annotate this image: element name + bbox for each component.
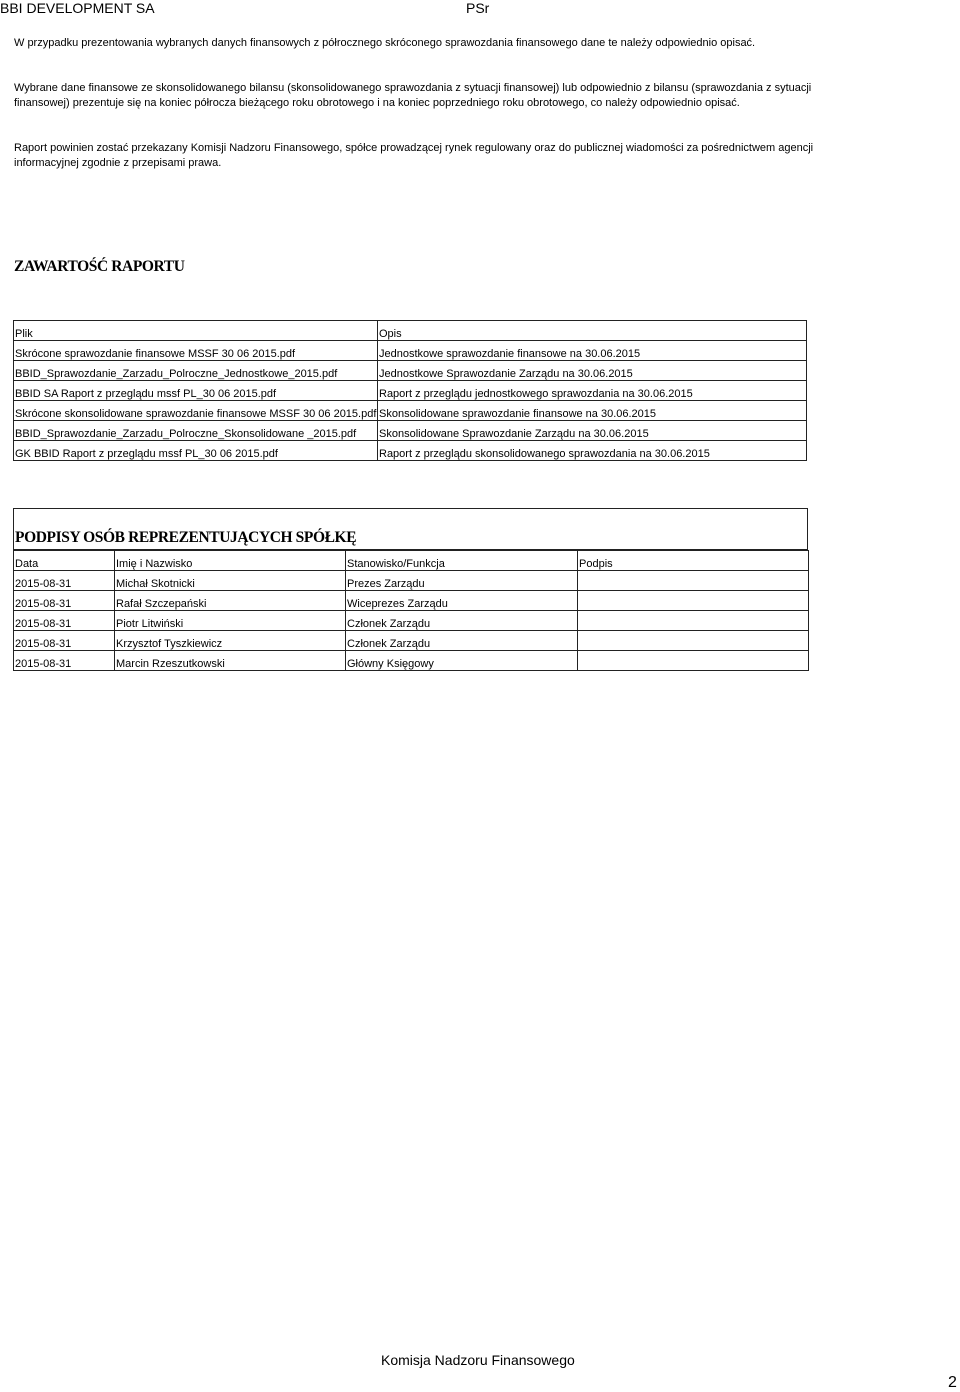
signature-date: 2015-08-31 <box>14 571 115 591</box>
file-description: Raport z przeglądu skonsolidowanego sprawozdania na 30.06.2015 <box>378 441 807 461</box>
signatory-position: Członek Zarządu <box>346 631 578 651</box>
header-date: Data <box>14 551 115 571</box>
table-row <box>14 571 809 591</box>
signature-cell <box>578 571 809 591</box>
signature-cell <box>578 651 809 671</box>
table-row <box>14 381 807 401</box>
table-row <box>14 651 809 671</box>
table-row <box>14 631 809 651</box>
signatures-table <box>13 550 809 671</box>
table-header-row <box>14 321 807 341</box>
table-row <box>14 361 807 381</box>
table-row <box>14 341 807 361</box>
footer-authority: Komisja Nadzoru Finansowego <box>381 1352 575 1368</box>
header-name: Imię i Nazwisko <box>115 551 346 571</box>
report-contents-title: ZAWARTOŚĆ RAPORTU <box>14 258 185 275</box>
paragraph-balance-sheet: Wybrane dane finansowe ze skonsolidowanego bilansu (skonsolidowanego sprawozdania z sytuacji finansowej) lub odpowiednio z bilansu (sprawozdania z sytuacji finansowej) prezentuje się na koniec półrocza bieżącego roku obrotowego i na koniec poprzedniego roku obrotowego, co należy odpowiednio opisać. <box>14 82 812 109</box>
form-code: PSr <box>466 0 490 16</box>
file-description: Jednostkowe sprawozdanie finansowe na 30.06.2015 <box>378 341 807 361</box>
file-name[interactable]: Skrócone sprawozdanie finansowe MSSF 30 06 2015.pdf <box>14 341 378 361</box>
signatory-name: Piotr Litwiński <box>115 611 346 631</box>
table-row <box>14 441 807 461</box>
file-description: Raport z przeglądu jednostkowego sprawozdania na 30.06.2015 <box>378 381 807 401</box>
file-description: Skonsolidowane sprawozdanie finansowe na 30.06.2015 <box>378 401 807 421</box>
signatory-name: Michał Skotnicki <box>115 571 346 591</box>
signature-cell <box>578 591 809 611</box>
report-contents-table <box>13 320 807 461</box>
signature-cell <box>578 611 809 631</box>
table-row <box>14 611 809 631</box>
table-row <box>14 401 807 421</box>
signatory-name: Rafał Szczepański <box>115 591 346 611</box>
signature-date: 2015-08-31 <box>14 611 115 631</box>
signatory-position: Wiceprezes Zarządu <box>346 591 578 611</box>
header-file: Plik <box>14 321 378 341</box>
signatory-position: Członek Zarządu <box>346 611 578 631</box>
signature-date: 2015-08-31 <box>14 591 115 611</box>
signatory-name: Krzysztof Tyszkiewicz <box>115 631 346 651</box>
header-signature: Podpis <box>578 551 809 571</box>
file-name[interactable]: BBID_Sprawozdanie_Zarzadu_Polroczne_Jednostkowe_2015.pdf <box>14 361 378 381</box>
signatures-title-box <box>13 508 808 550</box>
paragraph-report-delivery: Raport powinien zostać przekazany Komisji Nadzoru Finansowego, spółce prowadzącej rynek regulowany oraz do publicznej wiadomości za pośrednictwem agencji informacyjnej zgodnie z przepisami prawa. <box>14 142 814 169</box>
file-name[interactable]: BBID_Sprawozdanie_Zarzadu_Polroczne_Skonsolidowane _2015.pdf <box>14 421 378 441</box>
file-name[interactable]: Skrócone skonsolidowane sprawozdanie finansowe MSSF 30 06 2015.pdf <box>14 401 378 421</box>
table-row <box>14 591 809 611</box>
paragraph-selected-data: W przypadku prezentowania wybranych danych finansowych z półrocznego skróconego sprawozdania finansowego dane te należy odpowiednio opisać. <box>14 37 756 49</box>
signatory-name: Marcin Rzeszutkowski <box>115 651 346 671</box>
signature-cell <box>578 631 809 651</box>
file-description: Skonsolidowane Sprawozdanie Zarządu na 30.06.2015 <box>378 421 807 441</box>
signature-date: 2015-08-31 <box>14 651 115 671</box>
signatures-title: PODPISY OSÓB REPREZENTUJĄCYCH SPÓŁKĘ <box>15 529 357 546</box>
file-name[interactable]: BBID SA Raport z przeglądu mssf PL_30 06 2015.pdf <box>14 381 378 401</box>
signatory-position: Główny Księgowy <box>346 651 578 671</box>
signatory-position: Prezes Zarządu <box>346 571 578 591</box>
file-name[interactable]: GK BBID Raport z przeglądu mssf PL_30 06 2015.pdf <box>14 441 378 461</box>
company-name: BBI DEVELOPMENT SA <box>0 0 155 16</box>
header-position: Stanowisko/Funkcja <box>346 551 578 571</box>
table-header-row <box>14 551 809 571</box>
page-number: 2 <box>948 1374 957 1391</box>
table-row <box>14 421 807 441</box>
file-description: Jednostkowe Sprawozdanie Zarządu na 30.06.2015 <box>378 361 807 381</box>
header-description: Opis <box>378 321 807 341</box>
signature-date: 2015-08-31 <box>14 631 115 651</box>
